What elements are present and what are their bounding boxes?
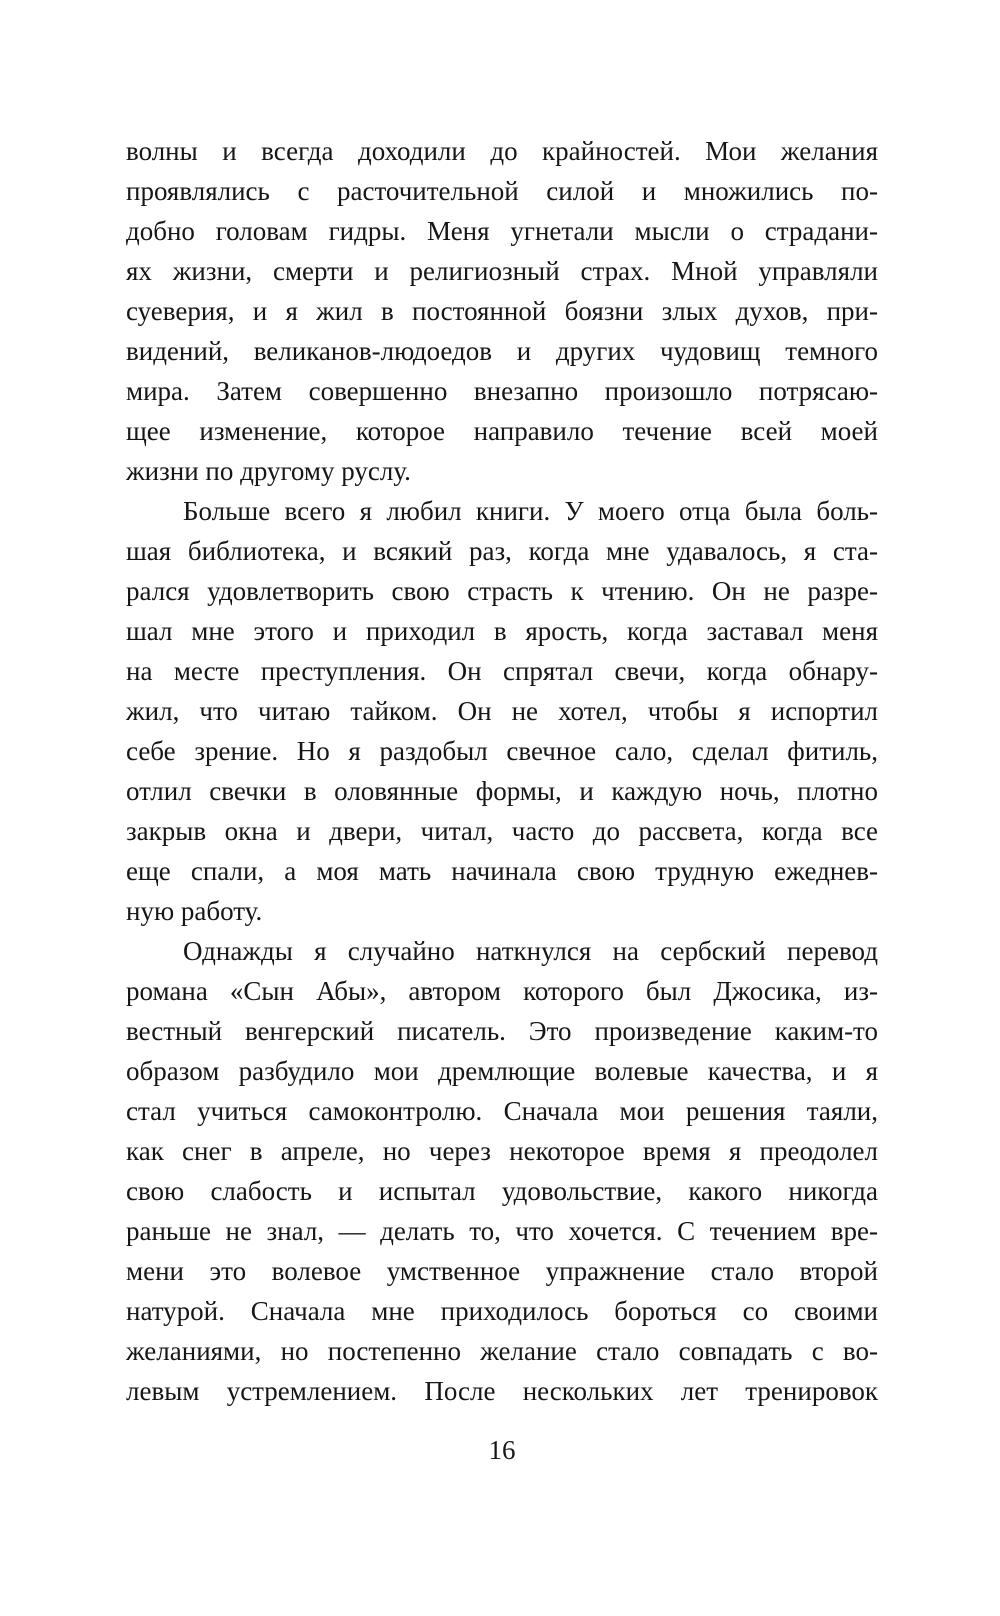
text-line: еще спали, а моя мать начинала свою трудную ежеднев-	[126, 856, 878, 886]
text-line: желаниями, но постепенно желание стало совпадать с во-	[126, 1336, 878, 1366]
text-line: мира. Затем совершенно внезапно произошло потрясаю-	[126, 376, 878, 406]
text-line: себе зрение. Но я раздобыл свечное сало, сделал фитиль,	[126, 736, 878, 766]
text-line: закрыв окна и двери, читал, часто до рассвета, когда все	[126, 816, 878, 846]
text-line: образом разбудило мои дремлющие волевые качества, и я	[126, 1056, 878, 1086]
text-line: добно головам гидры. Меня угнетали мысли о страдани-	[126, 216, 878, 246]
text-line: рался удовлетворить свою страсть к чтению. Он не разре-	[126, 576, 878, 606]
text-line: раньше не знал, — делать то, что хочется. С течением вре-	[126, 1216, 878, 1246]
text-line: как снег в апреле, но через некоторое время я преодолел	[126, 1136, 878, 1166]
text-line: шал мне этого и приходил в ярость, когда заставал меня	[126, 616, 878, 646]
text-line: проявлялись с расточительной силой и множились по-	[126, 176, 878, 206]
text-line: свою слабость и испытал удовольствие, какого никогда	[126, 1176, 878, 1206]
text-line: щее изменение, которое направило течение всей моей	[126, 416, 878, 446]
text-line: ную работу.	[126, 896, 263, 926]
text-line: Больше всего я любил книги. У моего отца была боль-	[183, 496, 878, 526]
text-line: жизни по другому руслу.	[126, 456, 411, 486]
text-line: левым устремлением. После нескольких лет тренировок	[126, 1376, 878, 1406]
text-line: стал учиться самоконтролю. Сначала мои решения таяли,	[126, 1096, 878, 1126]
text-line: жил, что читаю тайком. Он не хотел, чтобы я испортил	[126, 696, 878, 726]
page-number: 16	[488, 1435, 516, 1465]
text-line: волны и всегда доходили до крайностей. Мои желания	[126, 136, 878, 166]
text-line: суеверия, и я жил в постоянной боязни злых духов, при-	[126, 296, 878, 326]
text-line: Однажды я случайно наткнулся на сербский перевод	[183, 936, 878, 966]
text-line: романа «Сын Абы», автором которого был Джосика, из-	[126, 976, 878, 1006]
text-line: натурой. Сначала мне приходилось бороться со своими	[126, 1296, 878, 1326]
text-line: вестный венгерский писатель. Это произведение каким-то	[126, 1016, 878, 1046]
page-text-block	[126, 131, 878, 1411]
text-line: отлил свечки в оловянные формы, и каждую ночь, плотно	[126, 776, 878, 806]
text-line: видений, великанов-людоедов и других чудовищ темного	[126, 336, 878, 366]
text-line: ях жизни, смерти и религиозный страх. Мной управляли	[126, 256, 878, 286]
text-line: на месте преступления. Он спрятал свечи, когда обнару-	[126, 656, 878, 686]
text-line: шая библиотека, и всякий раз, когда мне удавалось, я ста-	[126, 536, 878, 566]
text-line: мени это волевое умственное упражнение стало второй	[126, 1256, 878, 1286]
